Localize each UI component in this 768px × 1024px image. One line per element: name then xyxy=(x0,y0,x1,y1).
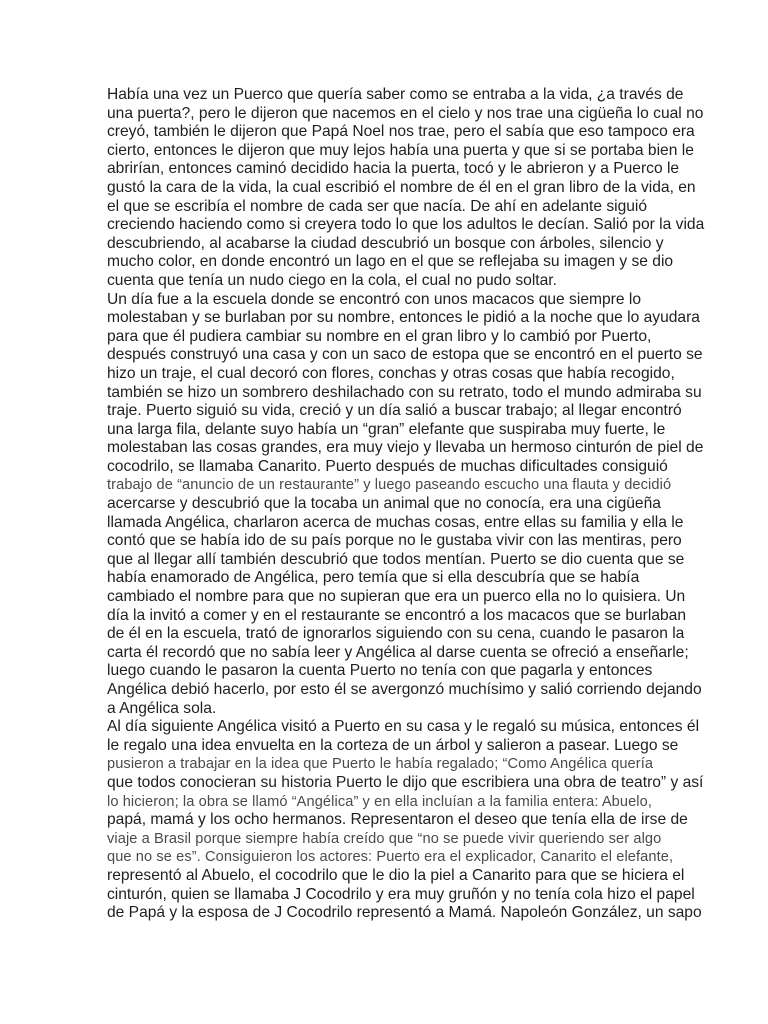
story-text xyxy=(107,86,705,923)
text-line: contó que se había ido de su país porque no le gustaba vivir con las mentiras, pero xyxy=(107,532,682,550)
text-line: después construyó una casa y con un saco de estopa que se encontró en el puerto se xyxy=(107,346,703,364)
text-line: había enamorado de Angélica, pero temía que si ella descubría que se había xyxy=(107,569,640,587)
text-line: le regalo una idea envuelta en la corteza de un árbol y salieron a pasear. Luego se xyxy=(107,736,679,754)
text-line: para que él pudiera cambiar su nombre en el gran libro y lo cambió por Puerto, xyxy=(107,327,652,345)
text-line: luego cuando le pasaron la cuenta Puerto no tenía con que pagarla y entonces xyxy=(107,662,653,680)
text-line: cuenta que tenía un nudo ciego en la cola, el cual no pudo soltar. xyxy=(107,271,557,289)
text-line: día la invitó a comer y en el restaurante se encontró a los macacos que se burlaban xyxy=(107,606,687,624)
text-line: Había una vez un Puerco que quería saber como se entraba a la vida, ¿a través de xyxy=(107,86,684,103)
text-line: una puerta?, pero le dijeron que nacemos en el cielo y nos trae una cigüeña lo cual no xyxy=(107,104,704,122)
text-line: el que se escribía el nombre de cada ser que nacía. De ahí en adelante siguió xyxy=(107,197,648,215)
text-line: traje. Puerto siguió su vida, creció y un día salió a buscar trabajo; al llegar encontró xyxy=(107,402,682,420)
text-line: creyó, también le dijeron que Papá Noel nos trae, pero el sabía que eso tampoco era xyxy=(107,123,695,141)
text-line: que no se es”. Consiguieron los actores: Puerto era el explicador, Canarito el elefante, xyxy=(107,849,674,866)
text-line: pusieron a trabajar en la idea que Puerto le había regalado; “Como Angélica quería xyxy=(107,756,654,773)
text-line: también se hizo un sombrero deshilachado con su retrato, todo el mundo admiraba su xyxy=(107,383,702,401)
text-line: cinturón, quien se llamaba J Cocodrilo y era muy gruñón y no tenía cola hizo el papel xyxy=(107,885,695,903)
text-line: Un día fue a la escuela donde se encontró con unos macacos que siempre lo xyxy=(107,290,641,308)
text-line: hizo un traje, el cual decoró con flores, conchas y otras cosas que había recogido, xyxy=(107,364,675,382)
text-line: carta él recordó que no sabía leer y Angélica al darse cuenta se ofreció a enseñarle; xyxy=(107,643,689,661)
text-line: acercarse y descubrió que la tocaba un animal que no conocía, era una cigüeña xyxy=(107,495,661,513)
text-line: gustó la cara de la vida, la cual escribió el nombre de él en el gran libro de la vida, en xyxy=(107,178,696,196)
text-line: representó al Abuelo, el cocodrilo que le dio la piel a Canarito para que se hiciera el xyxy=(107,866,685,884)
text-line: creciendo haciendo como si creyera todo lo que los adultos le decían. Salió por la vida xyxy=(107,216,705,234)
text-line: abrirían, entonces caminó decidido hacia la puerta, tocó y le abrieron y a Puerco le xyxy=(107,160,680,178)
text-line: descubriendo, al acabarse la ciudad descubrió un bosque con árboles, silencio y xyxy=(107,234,664,252)
text-line: a Angélica sola. xyxy=(107,699,217,717)
text-line: molestaban las cosas grandes, era muy viejo y llevaba un hermoso cinturón de piel de xyxy=(107,439,704,457)
text-line: mucho color, en donde encontró un lago en el que se reflejaba su imagen y se dio xyxy=(107,253,674,271)
text-line: cierto, entonces le dijeron que muy lejos había una puerta y que si se portaba bien le xyxy=(107,141,694,159)
text-line: Al día siguiente Angélica visitó a Puerto en su casa y le regaló su música, entonces él xyxy=(107,718,700,736)
text-line: cambiado el nombre para que no supieran que era un puerco ella no lo quisiera. Un xyxy=(107,588,686,606)
text-line: Angélica debió hacerlo, por esto él se avergonzó muchísimo y salió corriendo dejando xyxy=(107,681,702,698)
text-line: trabajo de “anuncio de un restaurante” y luego paseando escucho una flauta y decidió xyxy=(107,477,672,494)
text-line: de Papá y la esposa de J Cocodrilo representó a Mamá. Napoleón González, un sapo xyxy=(107,904,702,922)
text-line: viaje a Brasil porque siempre había creído que “no se puede vivir queriendo ser algo xyxy=(107,830,662,847)
text-line: que todos conocieran su historia Puerto le dijo que escribiera una obra de teatro” y así xyxy=(107,773,704,791)
text-line: que al llegar allí también descubrió que todos mentían. Puerto se dio cuenta que se xyxy=(107,550,685,568)
text-line: lo hicieron; la obra se llamó “Angélica” y en ella incluían a la familia entera: Abuelo, xyxy=(107,793,653,810)
text-line: de él en la escuela, trató de ignorarlos siguiendo con su cena, cuando le pasaron la xyxy=(107,625,685,643)
text-line: molestaban y se burlaban por su nombre, entonces le pidió a la noche que lo ayudara xyxy=(107,309,700,327)
text-line: una larga fila, delante suyo había un “gran” elefante que suspiraba muy fuerte, le xyxy=(107,420,666,438)
text-line: cocodrilo, se llamaba Canarito. Puerto después de muchas dificultades consiguió xyxy=(107,457,668,475)
text-line: llamada Angélica, charlaron acerca de muchas cosas, entre ellas su familia y ella le xyxy=(107,513,684,531)
text-line: papá, mamá y los ocho hermanos. Representaron el deseo que tenía ella de irse de xyxy=(107,811,688,829)
